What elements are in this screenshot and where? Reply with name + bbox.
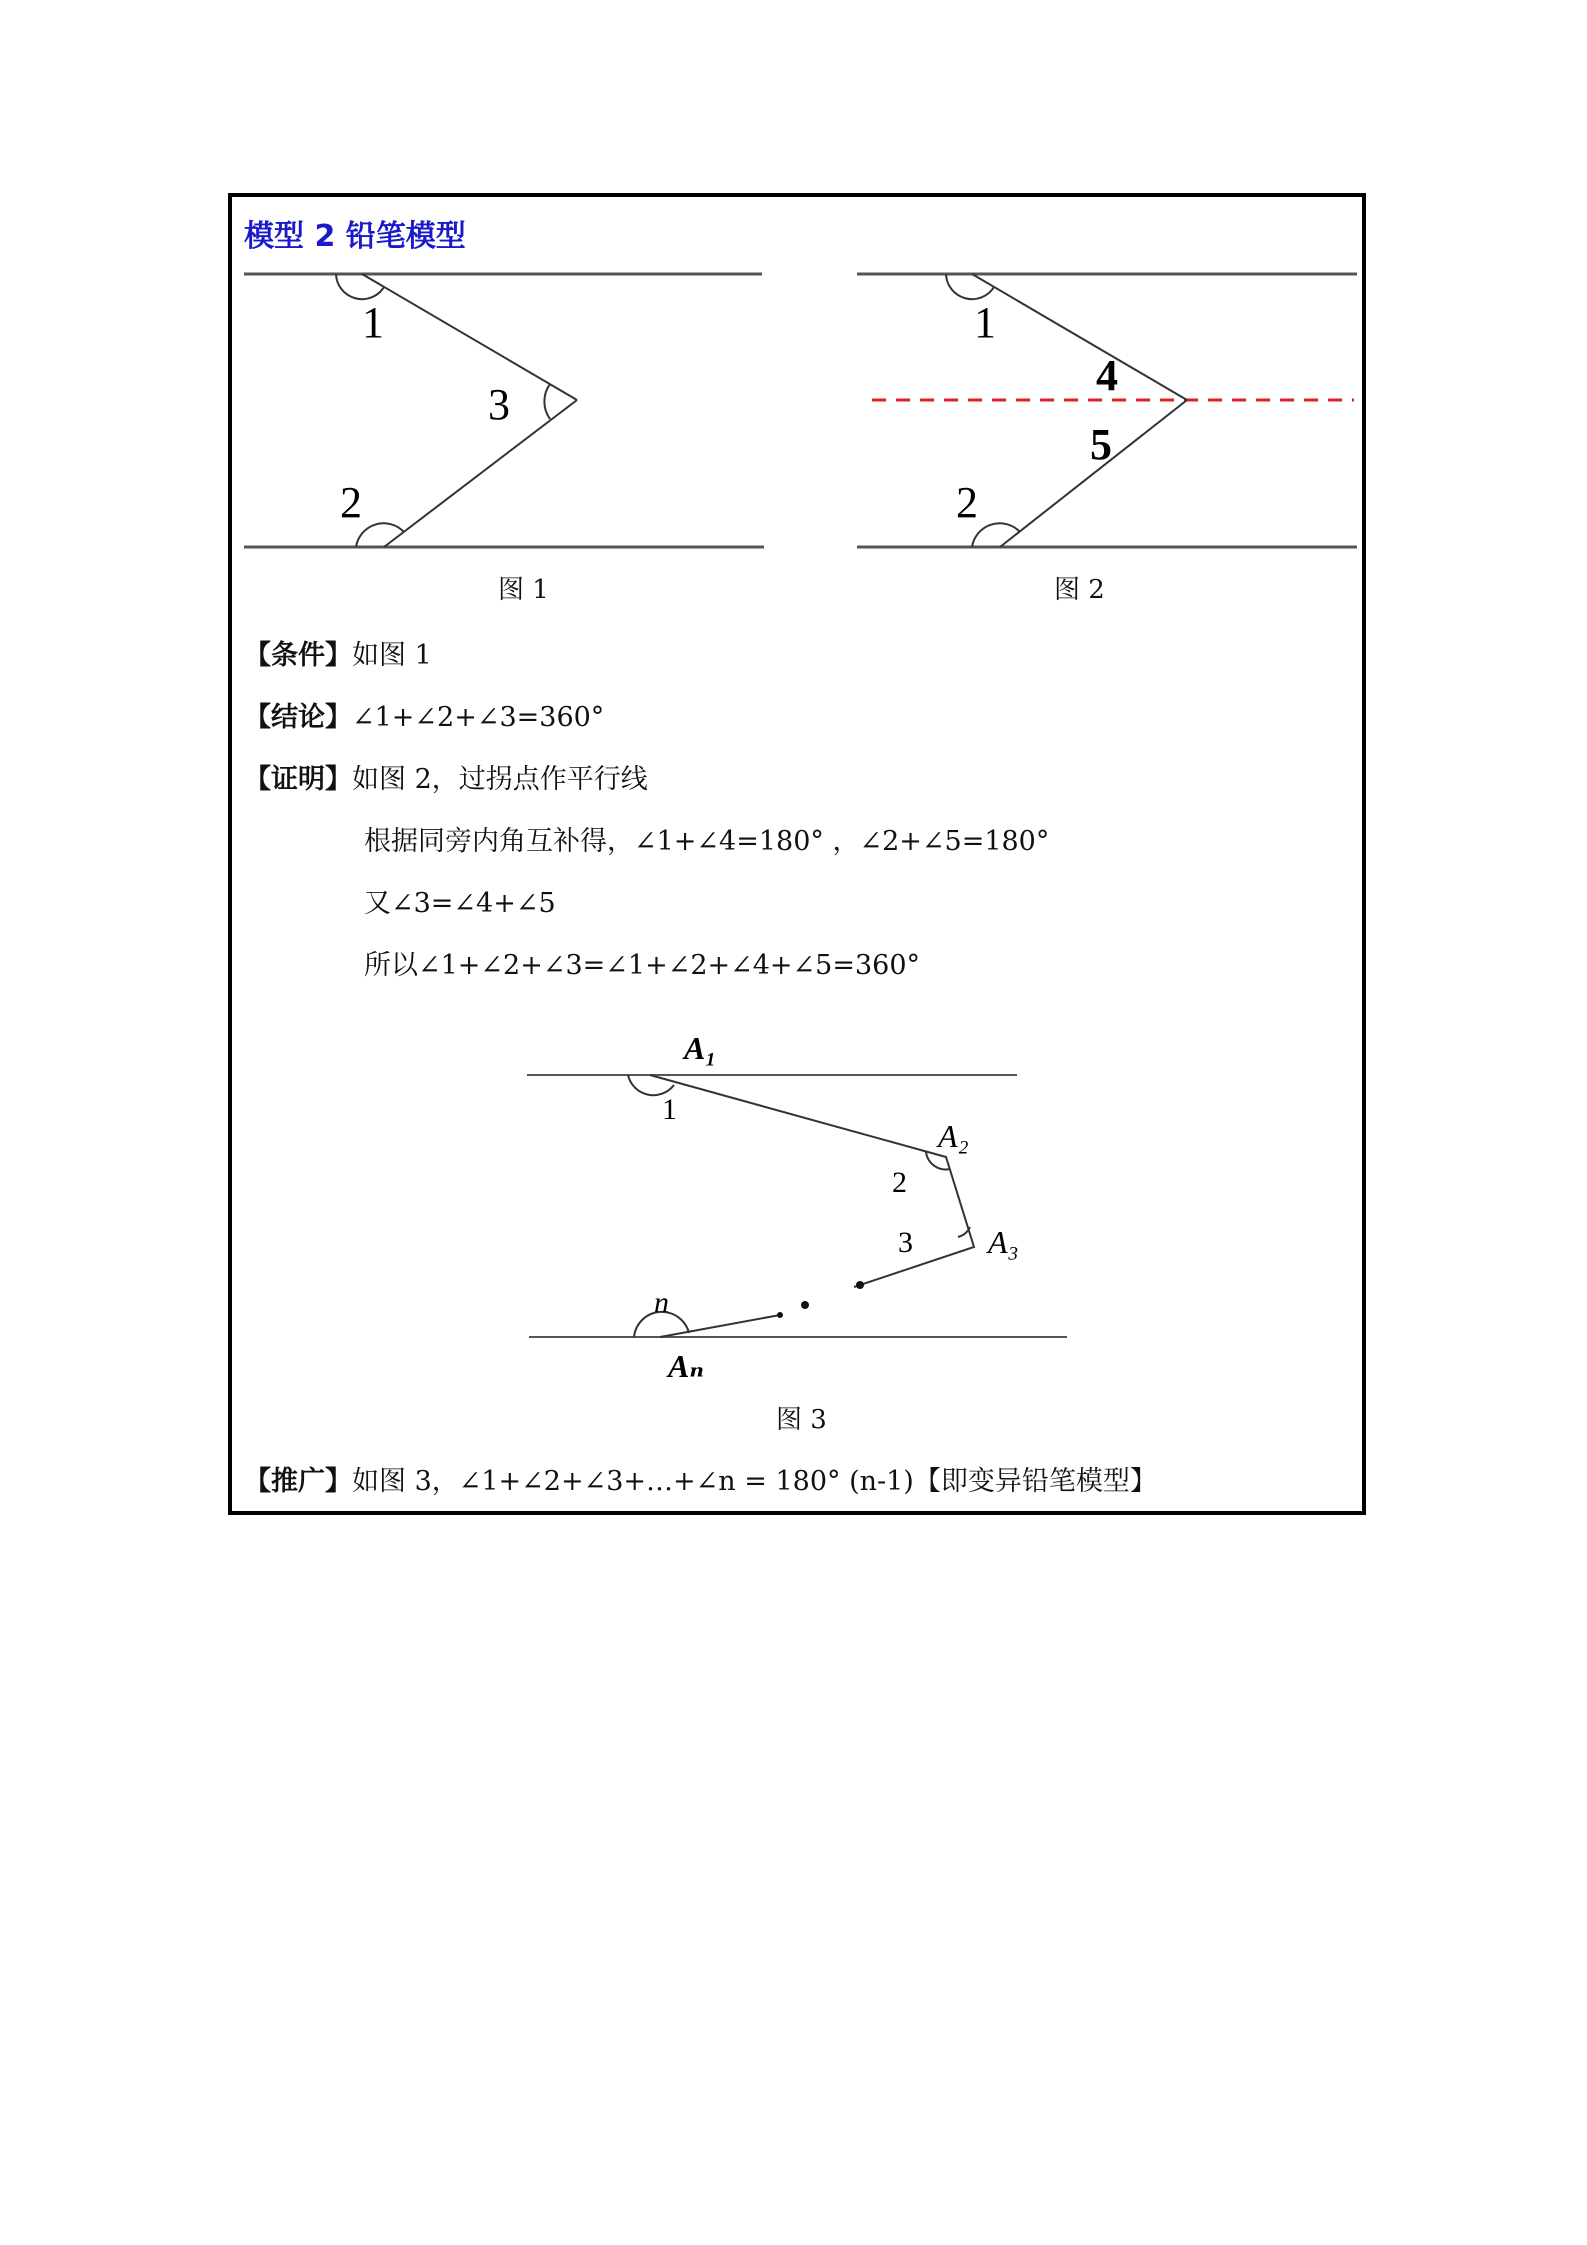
fig2-label-1: 1 bbox=[974, 298, 996, 347]
fig3-point-a2: A₂ bbox=[938, 1118, 969, 1154]
fig1-caption: 图 1 bbox=[498, 575, 549, 605]
fig3-angle3-arc bbox=[958, 1227, 970, 1237]
fig3-polyline bbox=[650, 1075, 974, 1287]
fig1-label-2: 2 bbox=[340, 478, 362, 527]
proof-tag: 【证明】 bbox=[244, 764, 352, 795]
fig2-caption: 图 2 bbox=[1054, 575, 1105, 605]
proof-line-2: 又∠3=∠4+∠5 bbox=[364, 888, 556, 919]
fig3-label-2: 2 bbox=[892, 1166, 907, 1199]
extension-row bbox=[244, 1459, 1157, 1498]
page-title: 模型 2 铅笔模型 bbox=[244, 219, 466, 254]
fig3-label-3: 3 bbox=[898, 1226, 913, 1259]
fig1-label-3: 3 bbox=[488, 380, 510, 429]
fig3-dot-2 bbox=[801, 1301, 809, 1309]
fig3-dot-3 bbox=[777, 1312, 783, 1318]
fig3-point-a3: A₃ bbox=[988, 1224, 1019, 1260]
fig3-label-n: n bbox=[654, 1286, 669, 1319]
conclusion-tag: 【结论】 bbox=[244, 702, 352, 733]
conclusion-text: ∠1+∠2+∠3=360° bbox=[352, 702, 605, 733]
proof-text: 如图 2，过拐点作平行线 bbox=[352, 764, 648, 795]
proof-line-3: 所以∠1+∠2+∠3=∠1+∠2+∠4+∠5=360° bbox=[364, 950, 921, 981]
fig3-label-1: 1 bbox=[662, 1093, 677, 1126]
extension-tag: 【推广】 bbox=[244, 1466, 352, 1497]
proof-line-1: 根据同旁内角互补得，∠1+∠4=180° ，∠2+∠5=180° bbox=[364, 826, 1050, 857]
condition-tag: 【条件】 bbox=[244, 640, 352, 671]
fig3-caption: 图 3 bbox=[776, 1405, 827, 1435]
fig1-label-1: 1 bbox=[362, 298, 384, 347]
extension-text: 如图 3，∠1+∠2+∠3+…+∠n = 180° (n-1) bbox=[352, 1466, 914, 1497]
fig3-point-a1: A₁ bbox=[684, 1030, 717, 1066]
condition-text: 如图 1 bbox=[352, 640, 432, 671]
extension-suffix: 【即变异铅笔模型】 bbox=[913, 1466, 1157, 1497]
fig3-last-segment bbox=[660, 1315, 780, 1337]
fig3-dot-1 bbox=[856, 1281, 864, 1289]
fig2-label-5: 5 bbox=[1090, 420, 1112, 469]
fig2-label-2: 2 bbox=[956, 478, 978, 527]
fig3-point-an: Aₙ bbox=[668, 1348, 704, 1384]
model-panel bbox=[228, 193, 1366, 1515]
fig2-label-4: 4 bbox=[1096, 351, 1118, 400]
figure-3 bbox=[232, 197, 1370, 1519]
